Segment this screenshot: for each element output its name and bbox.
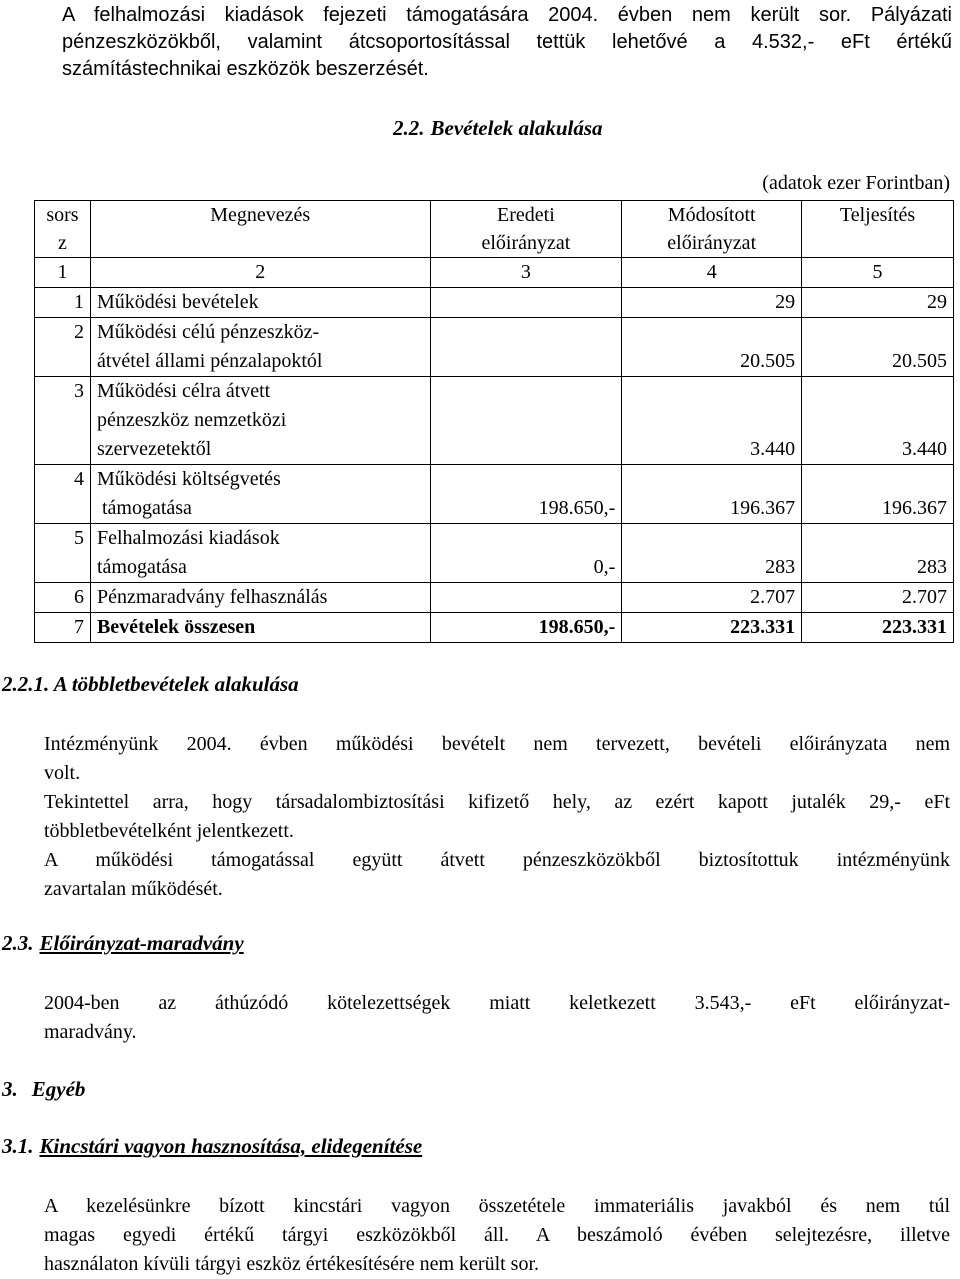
row-original: [430, 288, 622, 318]
header-actual: Teljesítés: [802, 201, 954, 258]
row-actual: 196.367: [802, 465, 954, 524]
paragraph-line: Tekintettel arra, hogy társadalombiztosítási kifizető hely, az ezért kapott jutalék 29,- eFt: [44, 791, 950, 813]
table-row: [35, 318, 954, 377]
paragraph-line: maradvány.: [44, 1021, 137, 1043]
row-no: 4: [35, 465, 91, 524]
header-modified: Módosított előirányzat: [622, 201, 802, 258]
intro-line: A felhalmozási kiadások fejezeti támogatására 2004. évben nem került sor. Pályázati: [62, 4, 952, 26]
row-no: 3: [35, 377, 91, 465]
table-row: [35, 465, 954, 524]
row-modified: 223.331: [622, 613, 802, 643]
row-actual: 29: [802, 288, 954, 318]
section-heading-2-2: [393, 116, 603, 141]
row-name: Felhalmozási kiadások támogatása: [90, 524, 430, 583]
row-actual: 20.505: [802, 318, 954, 377]
row-modified: 29: [622, 288, 802, 318]
row-no: 6: [35, 583, 91, 613]
row-no: 7: [35, 613, 91, 643]
unit-note: (adatok ezer Forintban): [762, 172, 950, 194]
row-no: 2: [35, 318, 91, 377]
row-modified: 283: [622, 524, 802, 583]
row-original: 0,-: [430, 524, 622, 583]
row-name: Működési költségvetés támogatása: [90, 465, 430, 524]
section-title: Előirányzat-maradvány: [39, 931, 244, 955]
row-no: 1: [35, 288, 91, 318]
row-actual: 283: [802, 524, 954, 583]
table-total-row: [35, 613, 954, 643]
paragraph-line: volt.: [44, 762, 81, 784]
row-actual: 2.707: [802, 583, 954, 613]
section-number: 3.1.: [2, 1134, 34, 1158]
row-name: Működési célra átvett pénzeszköz nemzetközi szervezetektől: [90, 377, 430, 465]
section-heading-3: [2, 1077, 85, 1102]
paragraph-line: A kezelésünkre bízott kincstári vagyon összetétele immateriális javakból és nem túl: [44, 1195, 950, 1217]
col-number: 3: [430, 258, 622, 288]
section-number: 2.3.: [2, 931, 34, 955]
table-row: [35, 377, 954, 465]
section-title: Egyéb: [31, 1077, 86, 1101]
header-sorsz: sors z: [35, 201, 91, 258]
col-number: 2: [90, 258, 430, 288]
section-title: Bevételek alakulása: [430, 116, 603, 140]
row-modified: 3.440: [622, 377, 802, 465]
section-heading-2-3: [2, 931, 244, 956]
table-header-row: [35, 201, 954, 258]
row-name: Bevételek összesen: [90, 613, 430, 643]
row-modified: 196.367: [622, 465, 802, 524]
row-modified: 20.505: [622, 318, 802, 377]
paragraph-line: használaton kívüli tárgyi eszköz értékesítésére nem került sor.: [44, 1253, 540, 1275]
row-original: [430, 583, 622, 613]
paragraph-line: Intézményünk 2004. évben működési bevételt nem tervezett, bevételi előirányzata nem: [44, 733, 950, 755]
paragraph: [44, 989, 950, 1047]
section-title: Kincstári vagyon hasznosítása, elidegenítése: [39, 1134, 423, 1158]
col-number: 1: [35, 258, 91, 288]
section-number: 3.: [2, 1077, 18, 1101]
section-number: 2.2.: [393, 116, 425, 140]
paragraph: [44, 1192, 950, 1279]
intro-line: számítástechnikai eszközök beszerzését.: [62, 58, 429, 80]
paragraph-line: A működési támogatással együtt átvett pénzeszközökből biztosítottuk intézményünk: [44, 849, 950, 871]
row-modified: 2.707: [622, 583, 802, 613]
column-number-row: [35, 258, 954, 288]
paragraph-line: magas egyedi értékű tárgyi eszközökből áll. A beszámoló évében selejtezésre, illetve: [44, 1224, 950, 1246]
row-name: Működési célú pénzeszköz- átvétel állami pénzalapoktól: [90, 318, 430, 377]
row-name: Működési bevételek: [90, 288, 430, 318]
row-actual: 223.331: [802, 613, 954, 643]
table-row: [35, 524, 954, 583]
row-original: [430, 377, 622, 465]
intro-paragraph: [62, 2, 952, 83]
paragraph-line: zavartalan működését.: [44, 878, 223, 900]
col-number: 4: [622, 258, 802, 288]
row-no: 5: [35, 524, 91, 583]
row-name: Pénzmaradvány felhasználás: [90, 583, 430, 613]
row-original: [430, 318, 622, 377]
row-actual: 3.440: [802, 377, 954, 465]
paragraph: [44, 730, 950, 904]
col-number: 5: [802, 258, 954, 288]
table-row: [35, 288, 954, 318]
section-heading-3-1: [2, 1134, 422, 1159]
header-name: Megnevezés: [90, 201, 430, 258]
table-row: [35, 583, 954, 613]
intro-line: pénzeszközökből, valamint átcsoportosítással tettük lehetővé a 4.532,- eFt értékű: [62, 31, 952, 53]
header-original: Eredeti előirányzat: [430, 201, 622, 258]
revenue-table: [34, 200, 954, 643]
row-original: 198.650,-: [430, 465, 622, 524]
paragraph-line: 2004-ben az áthúzódó kötelezettségek miatt keletkezett 3.543,- eFt előirányzat-: [44, 992, 950, 1014]
paragraph-line: többletbevételként jelentkezett.: [44, 820, 294, 842]
row-original: 198.650,-: [430, 613, 622, 643]
section-heading-2-2-1: 2.2.1. A többletbevételek alakulása: [2, 672, 299, 696]
